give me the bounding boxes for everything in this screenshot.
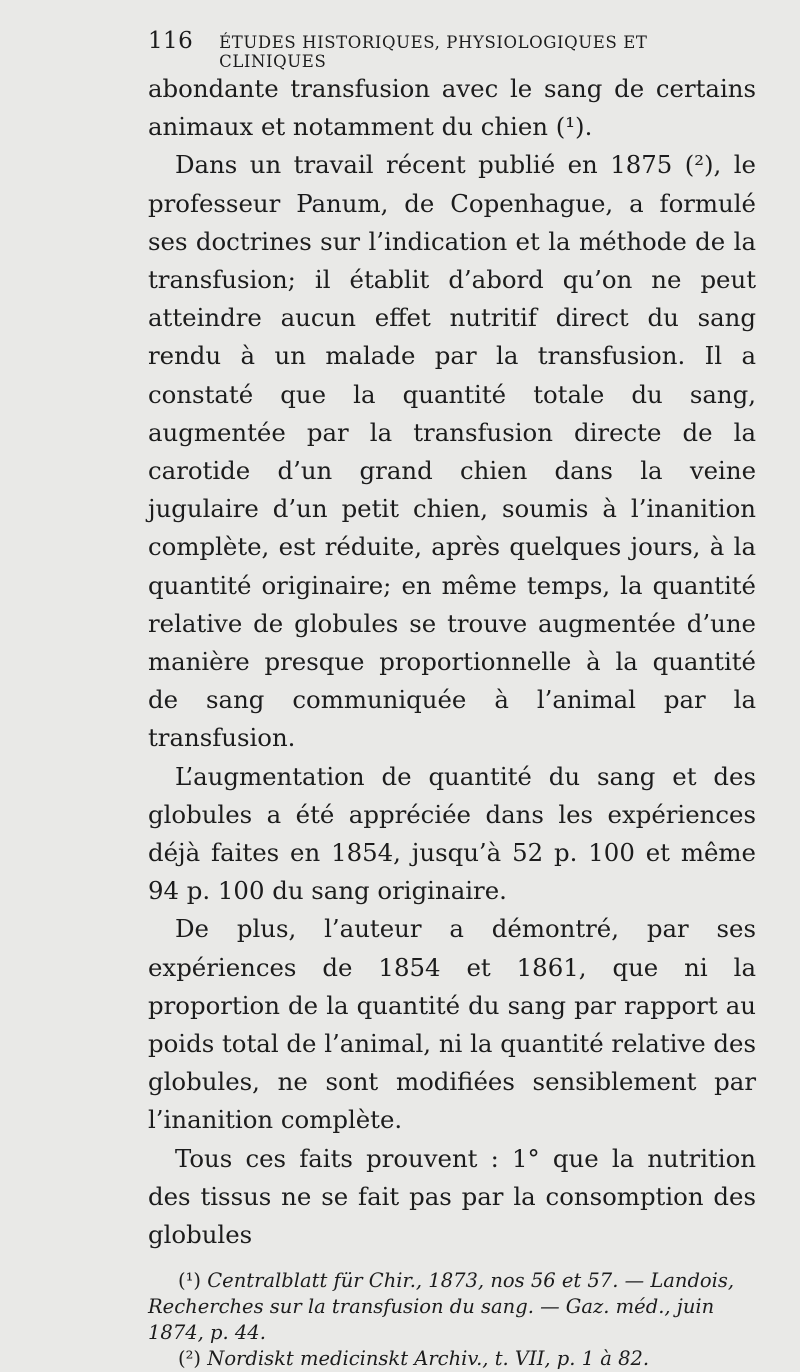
- paragraph: Dans un travail récent publié en 1875 (²), le professeur Panum, de Copenhague, a formulé ses doctrines sur l’indication et la méthode de la transfusion; il établit d’abord qu’on ne peut atteindre aucun effet nutritif direct du sang rendu à un malade par la transfusion. Il a constaté que la quantité totale du sang, augmentée par la transfusion directe de la carotide d’un grand chien dans la veine jugulaire d’un petit chien, soumis à l’inanition complète, est réduite, après quelques jours, à la quantité originaire; en même temps, la quantité relative de globules se trouve augmentée d’une manière presque proportionnelle à la quantité de sang communiquée à l’animal par la transfusion.: [148, 150, 756, 753]
- paragraph: Tous ces faits prouvent : 1° que la nutrition des tissus ne se fait pas par la consomption des globules: [148, 1143, 756, 1250]
- paragraph: abondante transfusion avec le sang de certains animaux et notamment du chien (¹).: [148, 74, 756, 142]
- body-text: [148, 70, 756, 1254]
- footnote-text: Nordiskt medicinskt Archiv., t. VII, p. 1 à 82.: [207, 1347, 650, 1371]
- running-head: [148, 28, 756, 70]
- footnotes: [148, 1268, 756, 1372]
- page-number: 116: [148, 28, 194, 54]
- running-title: ÉTUDES HISTORIQUES, PHYSIOLOGIQUES ET CLINIQUES: [219, 33, 648, 71]
- footnote: [148, 1346, 756, 1372]
- footnote-marker: (²): [178, 1347, 202, 1371]
- footnote: [148, 1268, 756, 1346]
- paragraph: L’augmentation de quantité du sang et des globules a été appréciée dans les expériences déjà faites en 1854, jusqu’à 52 p. 100 et même 94 p. 100 du sang originaire.: [148, 761, 756, 906]
- paragraph: De plus, l’auteur a démontré, par ses expériences de 1854 et 1861, que ni la proportion de la quantité du sang par rapport au poids total de l’animal, ni la quantité relative des globules, ne sont modifiées sensiblement par l’inanition complète.: [148, 914, 756, 1135]
- footnote-text: Centralblatt für Chir., 1873, nos 56 et 57. — Landois, Recherches sur la transfusion du sang. — Gaz. méd., juin 1874, p. 44.: [148, 1269, 735, 1345]
- footnote-marker: (¹): [178, 1269, 202, 1293]
